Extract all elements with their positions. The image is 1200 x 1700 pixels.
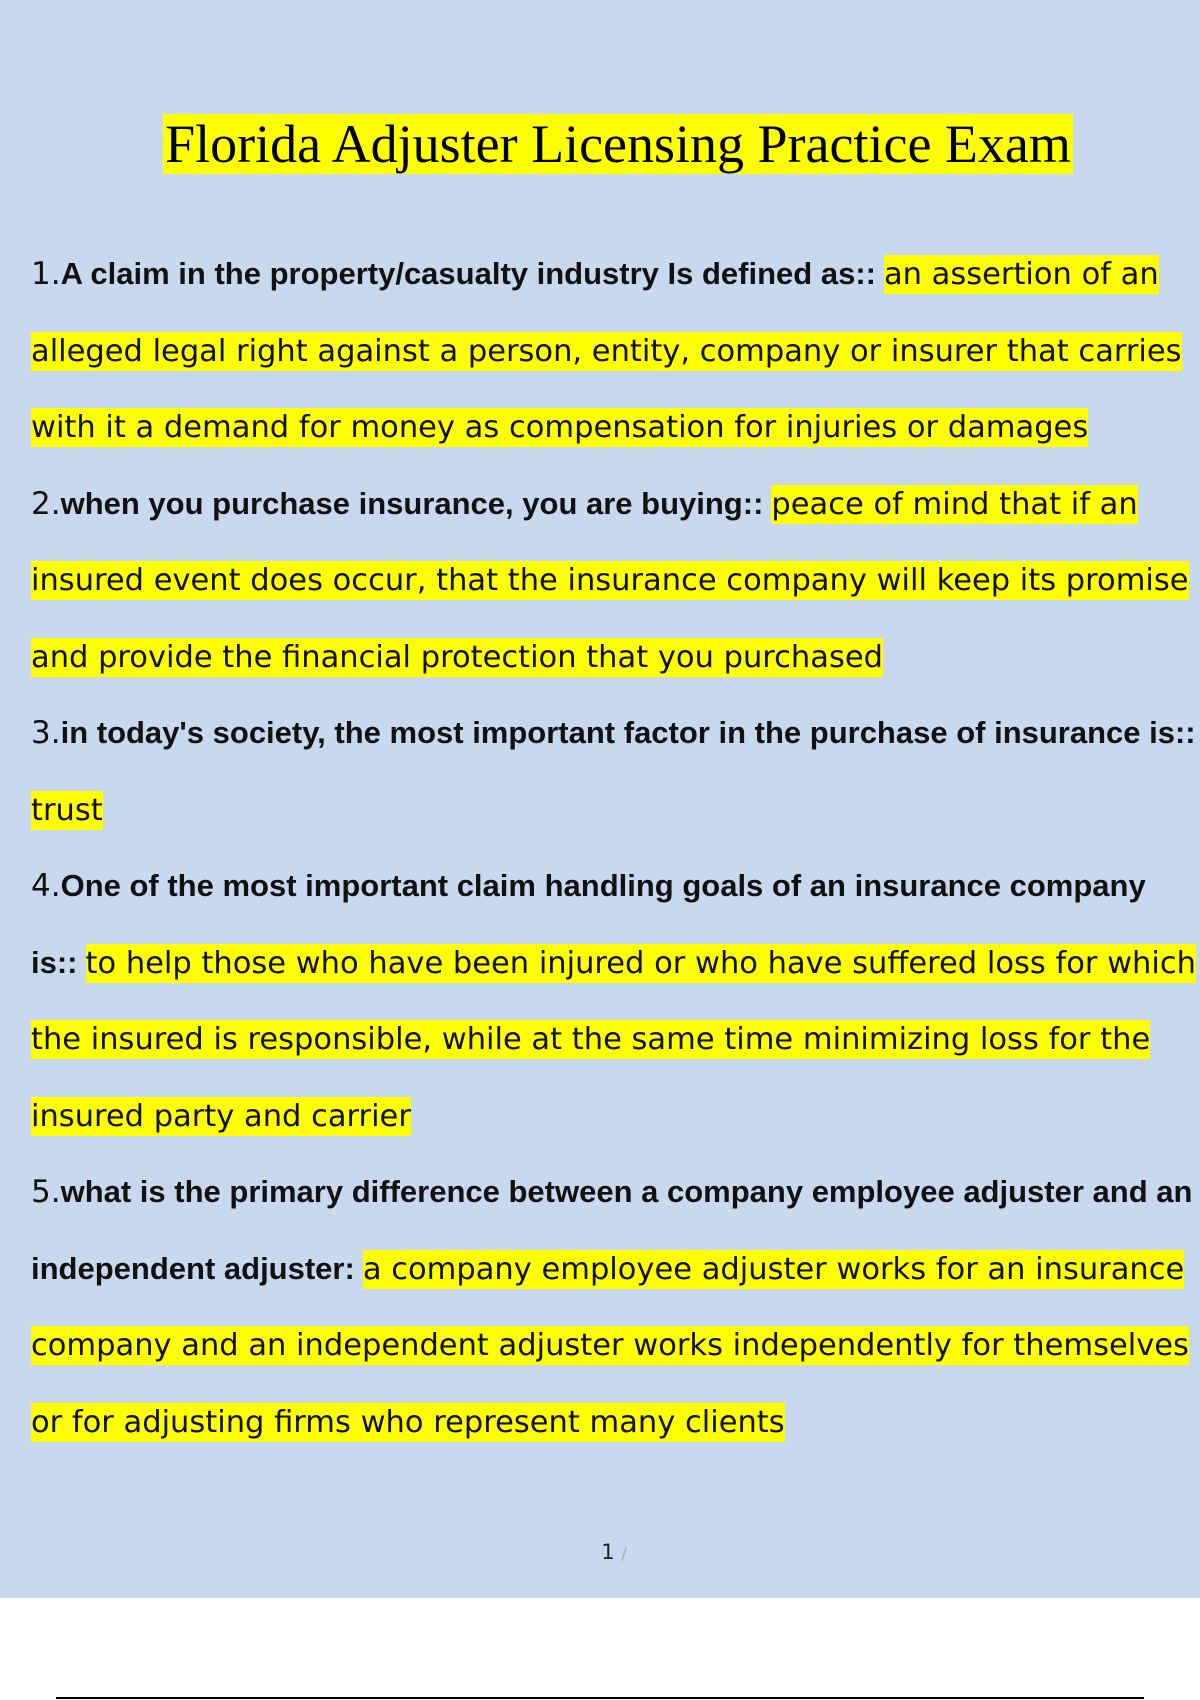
question-item-2 [31, 466, 1199, 696]
question-number: 1. [31, 256, 61, 292]
document-title [0, 112, 1200, 176]
question-number: 3. [31, 715, 61, 751]
question-item-3 [31, 695, 1199, 848]
answer-text: to help those who have been injured or who have suffered loss for which the insured is responsible, while at the same time minimizing loss for the insured party and carrier [31, 945, 1196, 1134]
page-number-separator: / [621, 1544, 627, 1563]
question-item-1 [31, 236, 1199, 466]
answer-text: a company employee adjuster works for an insurance company and an independent adjuster works independently for themselves or for adjusting firms who represent many clients [31, 1251, 1189, 1440]
question-text: what is the primary difference between a company employee adjuster and an independent adjuster: [31, 1174, 1193, 1286]
answer-text: peace of mind that if an insured event does occur, that the insurance company will keep its promise and provide the financial protection that you purchased [31, 486, 1189, 675]
answer-text: an assertion of an alleged legal right against a person, entity, company or insurer that carries with it a demand for money as compensation for injuries or damages [31, 257, 1182, 445]
document-title-text: Florida Adjuster Licensing Practice Exam [165, 114, 1071, 174]
answer-text: trust [31, 792, 103, 828]
page-number [0, 1540, 1200, 1564]
question-number: 5. [31, 1174, 61, 1210]
question-number: 2. [31, 485, 61, 522]
question-number: 4. [31, 868, 61, 904]
page-number-value: 1 [601, 1540, 615, 1564]
question-list [31, 236, 1199, 1460]
question-text: when you purchase insurance, you are buying:: [60, 485, 764, 521]
question-text: A claim in the property/casualty industry Is defined as:: [60, 256, 876, 291]
question-text: One of the most important claim handling goals of an insurance company is:: [31, 868, 1146, 980]
question-item-5 [31, 1154, 1199, 1460]
question-item-4 [31, 848, 1199, 1154]
question-text: in today's society, the most important factor in the purchase of insurance is:: [60, 715, 1196, 750]
next-page-rule [56, 1697, 1144, 1699]
